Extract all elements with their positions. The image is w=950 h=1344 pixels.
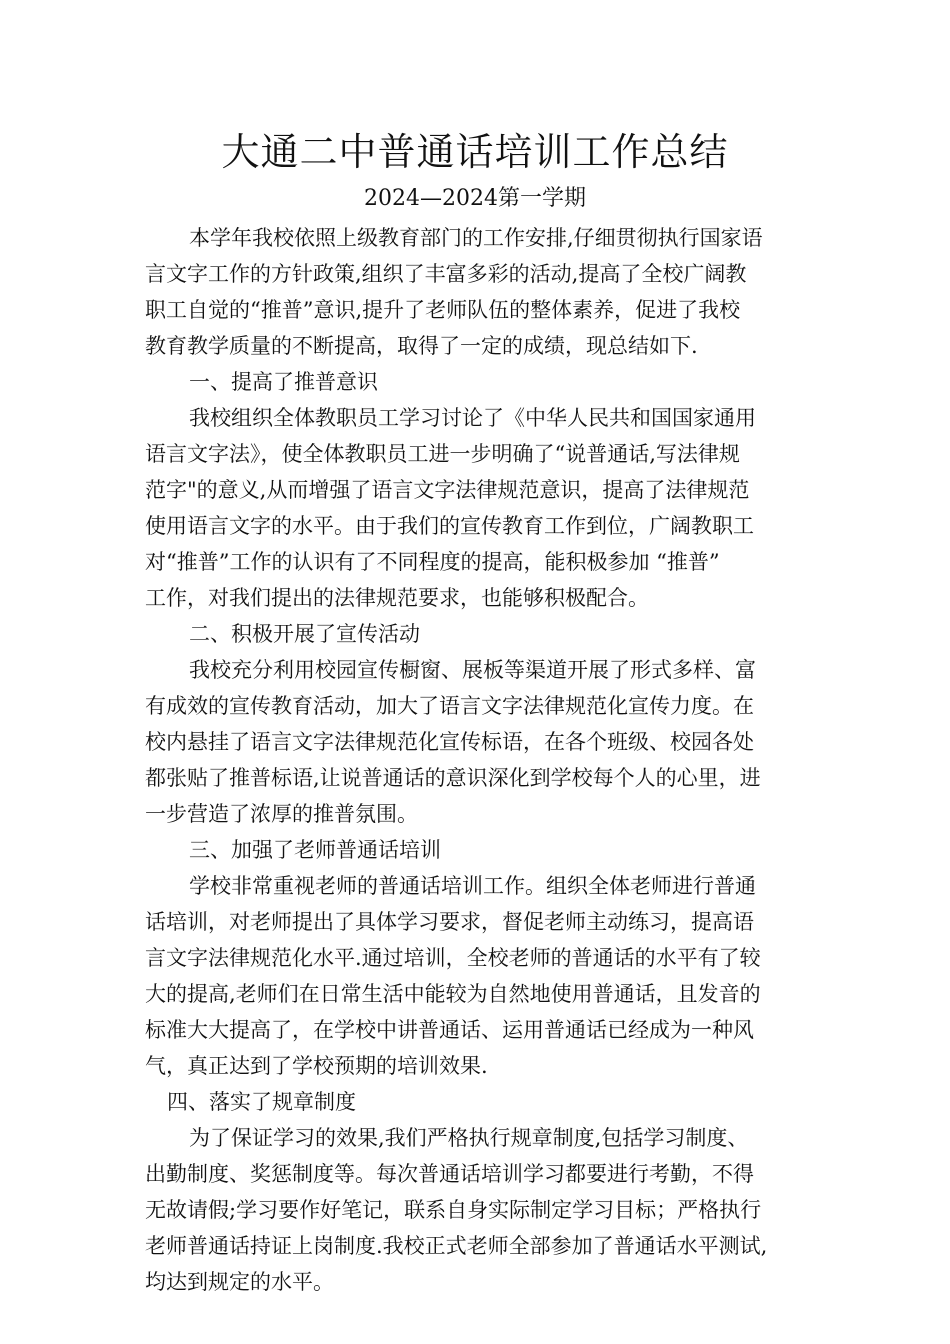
body-line: 言文字法律规范化水平.通过培训，全校老师的普通话的水平有了较 [145, 946, 761, 970]
body-line: 为了保证学习的效果,我们严格执行规章制度,包括学习制度、 [189, 1126, 749, 1150]
section-heading: 四、落实了规章制度 [167, 1090, 356, 1114]
section-heading: 二、积极开展了宣传活动 [189, 622, 420, 646]
body-line: 范字"的意义,从而增强了语言文字法律规范意识，提高了法律规范 [145, 478, 750, 502]
body-line: 语言文字法》，使全体教职员工进一步明确了“说普通话,写法律规 [145, 442, 740, 466]
body-line: 言文字工作的方针政策,组织了丰富多彩的活动,提高了全校广阔教 [145, 262, 747, 286]
body-line: 话培训，对老师提出了具体学习要求，督促老师主动练习，提高语 [145, 910, 754, 934]
body-line: 大的提高,老师们在日常生活中能较为自然地使用普通话，且发音的 [145, 982, 761, 1006]
body-line: 都张贴了推普标语,让说普通话的意识深化到学校每个人的心里，进 [145, 766, 761, 790]
body-line: 气，真正达到了学校预期的培训效果. [145, 1054, 488, 1078]
body-line: 职工自觉的“推普”意识,提升了老师队伍的整体素养，促进了我校 [145, 298, 741, 322]
body-line: 本学年我校依照上级教育部门的工作安排,仔细贯彻执行国家语 [189, 226, 763, 250]
section-heading: 三、加强了老师普通话培训 [189, 838, 441, 862]
body-line: 出勤制度、奖惩制度等。每次普通话培训学习都要进行考勤，不得 [145, 1162, 754, 1186]
body-line: 老师普通话持证上岗制度.我校正式老师全部参加了普通话水平测试, [145, 1234, 768, 1258]
section-heading: 一、提高了推普意识 [189, 370, 378, 394]
body-line: 我校组织全体教职员工学习讨论了《中华人民共和国国家通用 [189, 406, 756, 430]
body-line: 学校非常重视老师的普通话培训工作。组织全体老师进行普通 [189, 874, 756, 898]
body-line: 使用语言文字的水平。由于我们的宣传教育工作到位，广阔教职工 [145, 514, 754, 538]
body-line: 工作，对我们提出的法律规范要求，也能够积极配合。 [145, 586, 649, 610]
body-line: 校内悬挂了语言文字法律规范化宣传标语，在各个班级、校园各处 [145, 730, 754, 754]
body-line: 无故请假;学习要作好笔记，联系自身实际制定学习目标；严格执行 [145, 1198, 762, 1222]
document-body [145, 220, 815, 1300]
body-line: 一步营造了浓厚的推普氛围。 [145, 802, 418, 826]
body-line: 对“推普”工作的认识有了不同程度的提高，能积极参加 “推普” [145, 550, 720, 574]
body-line: 标准大大提高了，在学校中讲普通话、运用普通话已经成为一种风 [145, 1018, 754, 1042]
body-line: 教育教学质量的不断提高，取得了一定的成绩，现总结如下. [145, 334, 698, 358]
body-line: 有成效的宣传教育活动，加大了语言文字法律规范化宣传力度。在 [145, 694, 754, 718]
body-line: 均达到规定的水平。 [145, 1270, 334, 1294]
document-subtitle: 2024—2024第一学期 [364, 186, 586, 211]
document-title: 大通二中普通话培训工作总结 [221, 130, 729, 174]
body-line: 我校充分利用校园宣传橱窗、展板等渠道开展了形式多样、富 [189, 658, 756, 682]
